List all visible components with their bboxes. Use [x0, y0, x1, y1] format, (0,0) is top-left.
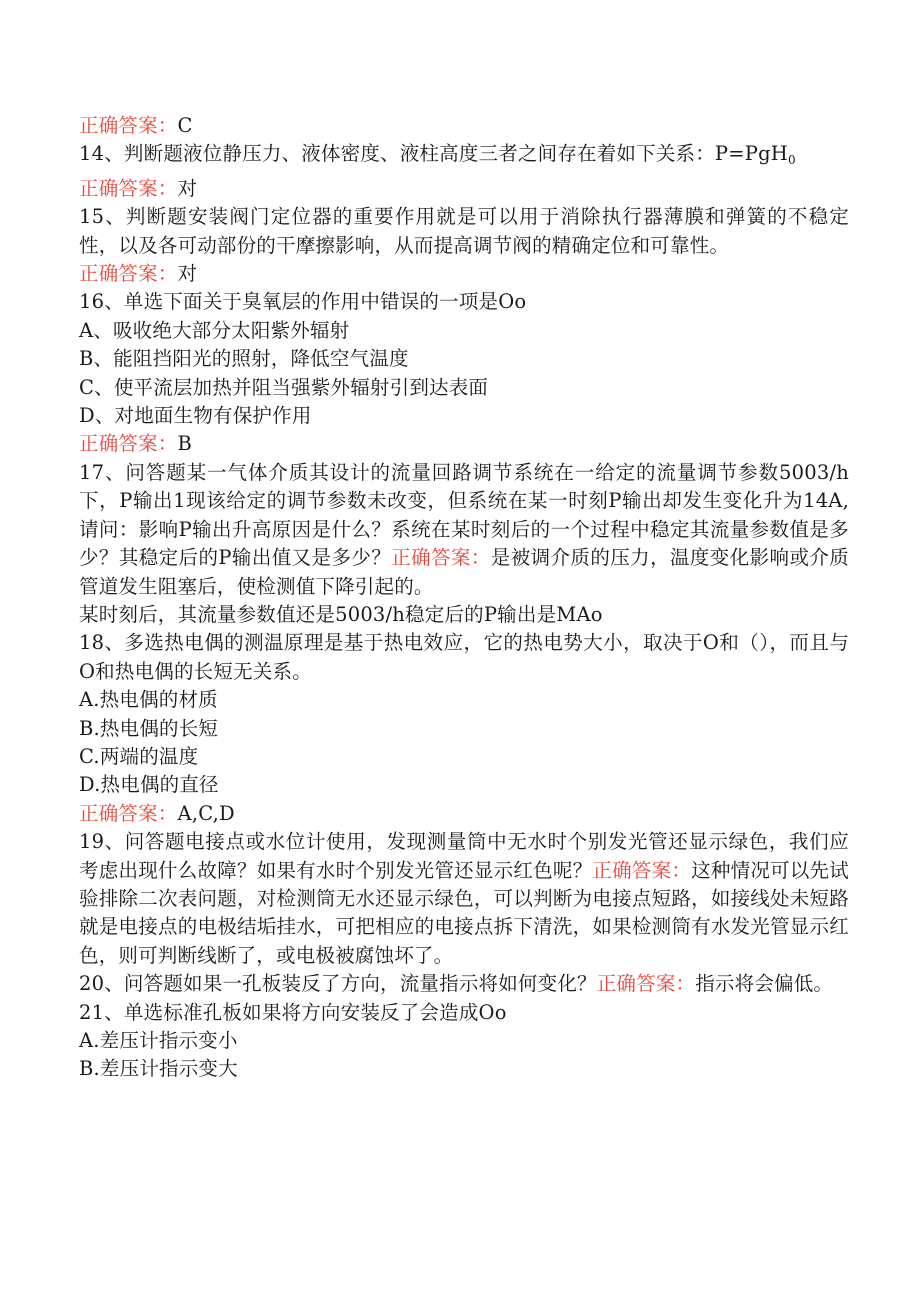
q17-text: 17、问答题某一气体介质其设计的流量回路调节系统在一给定的流量调节参数5003/h下，P输出1现该给定的调节参数未改变，但系统在某一时刻P输出却发生变化升为14A,请问：影响P输出升高原因是什么？系统在某时刻后的一个过程中稳定其流量参数值是多少？其稳定后的P输出值又是多少？	[79, 460, 849, 570]
q18-question: 18、多选热电偶的测温原理是基于热电效应，它的热电势大小，取决于O和（），而且与O和热电偶的长短无关系。	[79, 631, 849, 683]
q19-text: 19、问答题电接点或水位计使用，发现测量筒中无水时个别发光管还显示绿色，我们应考虑出现什么故障？如果有水时个别发光管还显示红色呢？	[79, 830, 849, 882]
q17-answer-continuation: 某时刻后，其流量参数值还是5003/h稳定后的P输出是MAo	[79, 602, 603, 626]
q19-block	[79, 828, 849, 970]
q20-text: 20、问答题如果一孔板装反了方向，流量指示将如何变化？	[79, 972, 597, 996]
q13-answer: C	[177, 114, 193, 137]
q16-option-c: C、使平流层加热并阻当强紫外辐射引到达表面	[79, 375, 489, 399]
q21-question: 21、单选标准孔板如果将方向安装反了会造成Oo	[79, 1000, 507, 1024]
q20-answer: 指示将会偏低。	[695, 972, 834, 996]
q20-block	[79, 970, 849, 998]
q13-answer-line	[79, 112, 849, 140]
q18-answer-line	[79, 800, 849, 828]
q18-option-c: C.两端的温度	[79, 744, 199, 768]
answer-label: 正确答案：	[79, 114, 178, 137]
q14-subscript: 0	[787, 153, 796, 168]
q15-answer-line	[79, 260, 849, 288]
q16-option-d: D、对地面生物有保护作用	[79, 404, 312, 428]
answer-label: 正确答案：	[79, 432, 178, 456]
answer-label: 正确答案：	[79, 801, 178, 825]
q14-text: 14、判断题液位静压力、液体密度、液柱高度三者之间存在着如下关系：P=PgH	[79, 142, 788, 166]
answer-label: 正确答案：	[79, 262, 178, 286]
q19-answer: 这种情况可以先试验排除二次表问题，对检测筒无水还显示绿色，可以判断为电接点短路，如接线处未短路就是电接点的电极结垢挂水，可把相应的电接点拆下清洗，如果检测筒有水发光管显示红色，则可判断线断了，或电极被腐蚀坏了。	[79, 858, 850, 967]
q14-answer: 对	[177, 176, 198, 200]
q21-option-a: A.差压计指示变小	[79, 1029, 238, 1052]
q14-answer-line	[79, 175, 849, 203]
answer-label: 正确答案：	[596, 972, 696, 996]
q21-option-b: B.差压计指示变大	[79, 1057, 238, 1081]
q16-answer: B	[177, 432, 193, 456]
q16-option-a: A、吸收绝大部分太阳紫外辐射	[79, 318, 350, 342]
q14-question	[79, 140, 849, 174]
q18-option-b: B.热电偶的长短	[79, 716, 219, 740]
q15-answer: 对	[177, 262, 198, 286]
document-page	[79, 112, 849, 1084]
q16-option-b: B、能阻挡阳光的照射，降低空气温度	[79, 347, 409, 371]
q15-question: 15、判断题安装阀门定位器的重要作用就是可以用于消除执行器薄膜和弹簧的不稳定性，以及各可动部份的干摩擦影响，从而提高调节阀的精确定位和可靠性。	[79, 205, 849, 257]
q17-block	[79, 459, 849, 601]
answer-label: 正确答案：	[391, 546, 491, 570]
q18-answer: A,C,D	[177, 801, 235, 825]
q16-question: 16、单选下面关于臭氧层的作用中错误的一项是Oo	[79, 290, 527, 314]
q18-option-a: A.热电偶的材质	[79, 688, 218, 712]
q16-answer-line	[79, 430, 849, 458]
answer-label: 正确答案：	[592, 858, 692, 882]
q17-answer: 是被调介质的压力，温度变化影响或介质管道发生阻塞后，使检测值下降引起的。	[79, 546, 849, 598]
answer-label: 正确答案：	[79, 176, 178, 200]
q18-option-d: D.热电偶的直径	[79, 773, 219, 797]
